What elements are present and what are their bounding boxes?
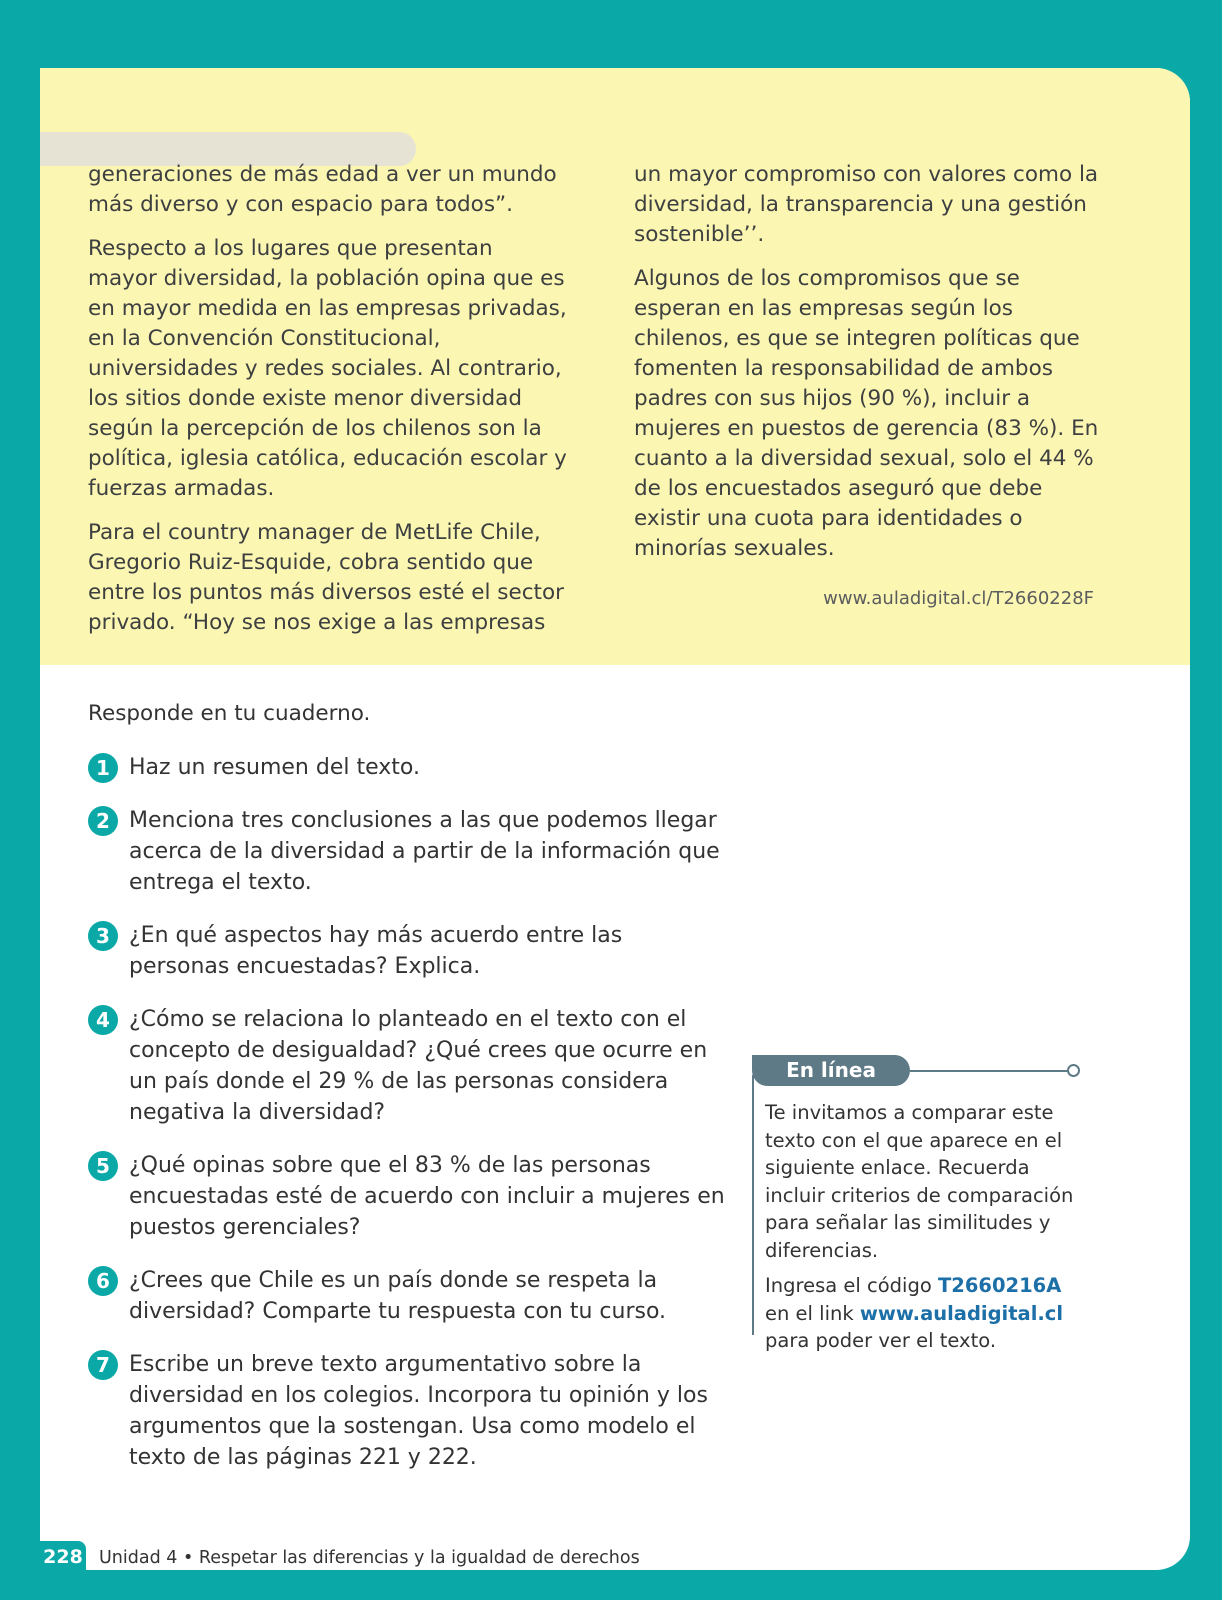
question-list bbox=[88, 752, 728, 1473]
question-text: ¿Crees que Chile es un país donde se respeta la diversidad? Comparte tu respuesta con tu curso. bbox=[129, 1268, 667, 1324]
question-item bbox=[88, 1004, 728, 1128]
paragraph: Respecto a los lugares que presentan mayor diversidad, la población opina que es en mayor medida en las empresas privadas, en la Convención Constitucional, universidades y redes sociales. Al contrario, los sitios donde existe menor diversidad según la percepción de los chilenos son la política, iglesia católica, educación escolar y fuerzas armadas. bbox=[88, 236, 567, 501]
question-text: ¿Qué opinas sobre que el 83 % de las personas encuestadas esté de acuerdo con incluir a mujeres en puestos gerenciales? bbox=[129, 1153, 725, 1240]
question-number-badge: 2 bbox=[88, 806, 118, 836]
source-url: www.auladigital.cl/T2660228F bbox=[823, 588, 1094, 609]
auladigital-link[interactable]: www.auladigital.cl bbox=[859, 1301, 1064, 1325]
question-item bbox=[88, 752, 728, 783]
paragraph: Para el country manager de MetLife Chile, Gregorio Ruiz-Esquide, cobra sentido que entre los puntos más diversos esté el sector privado. “Hoy se nos exige a las empresas bbox=[88, 520, 564, 635]
instructions-suffix: para poder ver el texto. bbox=[765, 1329, 997, 1352]
question-item bbox=[88, 1150, 728, 1243]
question-number-badge: 7 bbox=[88, 1350, 118, 1380]
question-text: ¿En qué aspectos hay más acuerdo entre las personas encuestadas? Explica. bbox=[129, 923, 623, 979]
online-box bbox=[752, 1055, 1087, 1355]
article-column-2 bbox=[634, 160, 1104, 578]
question-number-badge: 6 bbox=[88, 1266, 118, 1296]
online-border-line bbox=[752, 1075, 754, 1335]
question-number-badge: 4 bbox=[88, 1005, 118, 1035]
question-text: Haz un resumen del texto. bbox=[129, 755, 420, 780]
unit-title: Unidad 4 • Respetar las diferencias y la igualdad de derechos bbox=[99, 1548, 640, 1568]
question-number-badge: 5 bbox=[88, 1151, 118, 1181]
link-prefix: en el link bbox=[765, 1301, 854, 1325]
question-item bbox=[88, 920, 728, 982]
online-title: En línea bbox=[752, 1055, 910, 1086]
online-header-line bbox=[910, 1070, 1070, 1072]
activity-intro: Responde en tu cuaderno. bbox=[88, 701, 371, 726]
question-item bbox=[88, 1349, 728, 1473]
paragraph: Algunos de los compromisos que se esperan en las empresas según los chilenos, es que se integren políticas que fomenten la responsabilidad de ambos padres con sus hijos (90 %), incluir a mujeres en puestos de gerencia (83 %). En cuanto a la diversidad sexual, solo el 44 % de los encuestados aseguró que debe existir una cuota para identidades o minorías sexuales. bbox=[634, 266, 1099, 561]
page-number: 228 bbox=[40, 1541, 86, 1574]
paragraph: generaciones de más edad a ver un mundo más diverso y con espacio para todos”. bbox=[88, 162, 557, 217]
online-body bbox=[765, 1099, 1085, 1363]
question-text: Escribe un breve texto argumentativo sobre la diversidad en los colegios. Incorpora tu opinión y los argumentos que la sostengan. Usa como modelo el texto de las páginas 221 y 222. bbox=[129, 1352, 708, 1470]
question-item bbox=[88, 805, 728, 898]
online-instructions bbox=[765, 1272, 1085, 1355]
code-prefix: Ingresa el código bbox=[765, 1274, 932, 1297]
online-header-dot-icon bbox=[1067, 1064, 1080, 1077]
question-text: Menciona tres conclusiones a las que podemos llegar acerca de la diversidad a partir de la información que entrega el texto. bbox=[129, 808, 720, 895]
question-text: ¿Cómo se relaciona lo planteado en el texto con el concepto de desigualdad? ¿Qué crees que ocurre en un país donde el 29 % de las personas considera negativa la diversidad? bbox=[129, 1007, 708, 1125]
question-number-badge: 1 bbox=[88, 753, 118, 783]
access-code: T2660216A bbox=[937, 1274, 1062, 1297]
paragraph: un mayor compromiso con valores como la diversidad, la transparencia y una gestión sostenible’’. bbox=[634, 162, 1099, 247]
article-column-1 bbox=[88, 160, 568, 652]
online-text: Te invitamos a comparar este texto con el que aparece en el siguiente enlace. Recuerda incluir criterios de comparación para señalar las similitudes y diferencias. bbox=[765, 1101, 1074, 1262]
question-item bbox=[88, 1265, 728, 1327]
question-number-badge: 3 bbox=[88, 921, 118, 951]
